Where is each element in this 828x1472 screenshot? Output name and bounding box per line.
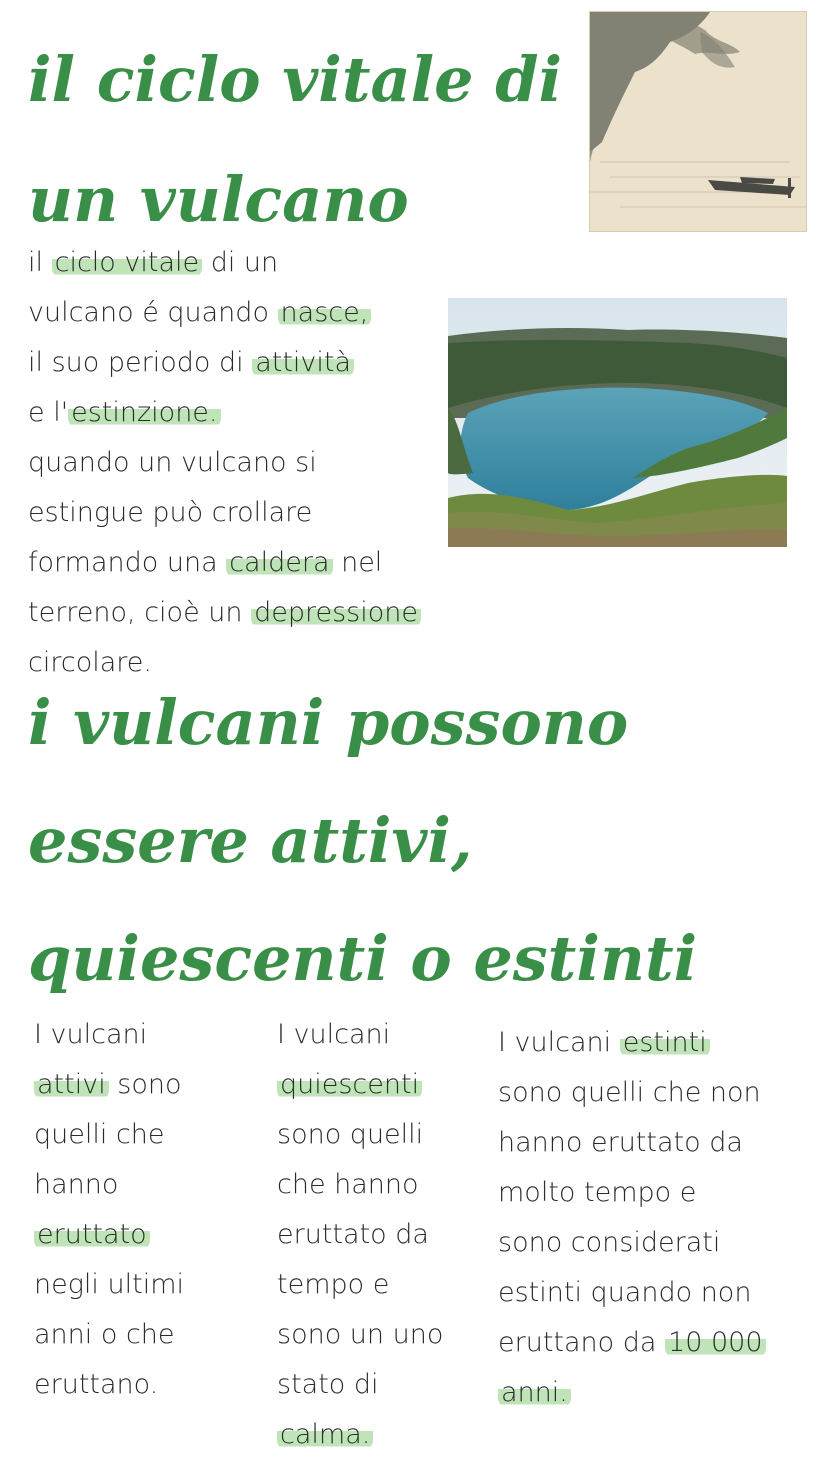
active-volcanoes-text: I vulcani attivi sono quelli che hanno eruttato negli ultimi anni o che eruttano.: [34, 1019, 185, 1400]
ink-painting-image: [589, 11, 807, 232]
crater-lake-photo: [448, 298, 787, 547]
quiescent-volcanoes-text: I vulcani quiescenti sono quelli che hanno eruttato da tempo e sono un uno stato di calma.: [277, 1019, 444, 1450]
highlight-attivi: attivi: [34, 1069, 109, 1100]
page-title: il ciclo vitale di un vulcano: [28, 43, 563, 236]
highlight-depressione: depressione: [251, 597, 421, 628]
highlight-estinti: estinti: [620, 1027, 710, 1058]
highlight-quiescenti: quiescenti: [277, 1069, 422, 1100]
highlight-eruttato: eruttato: [34, 1219, 150, 1250]
highlight-calma: calma.: [277, 1419, 373, 1450]
section-title: i vulcani possono essere attivi, quiescenti o estinti: [28, 686, 698, 995]
highlight-anni: anni.: [498, 1377, 571, 1408]
highlight-attivita: attività: [252, 347, 354, 378]
highlight-ciclo-vitale: ciclo vitale: [52, 247, 203, 278]
extinct-volcanoes-text: I vulcani estinti sono quelli che non hanno eruttato da molto tempo e sono considerati estinti quando non eruttano da 10 000 anni.: [498, 1018, 808, 1418]
highlight-nasce: nasce,: [278, 297, 372, 328]
highlight-caldera: caldera: [226, 547, 332, 578]
intro-paragraph: il ciclo vitale di un vulcano é quando nasce, il suo periodo di attività e l' estinzione. quando un vulcano si estingue può crollare formando una caldera nel terreno, cioè un depressione circolare.: [28, 238, 453, 688]
highlight-10000: 10 000: [665, 1327, 765, 1358]
highlight-estinzione: estinzione.: [68, 397, 220, 428]
